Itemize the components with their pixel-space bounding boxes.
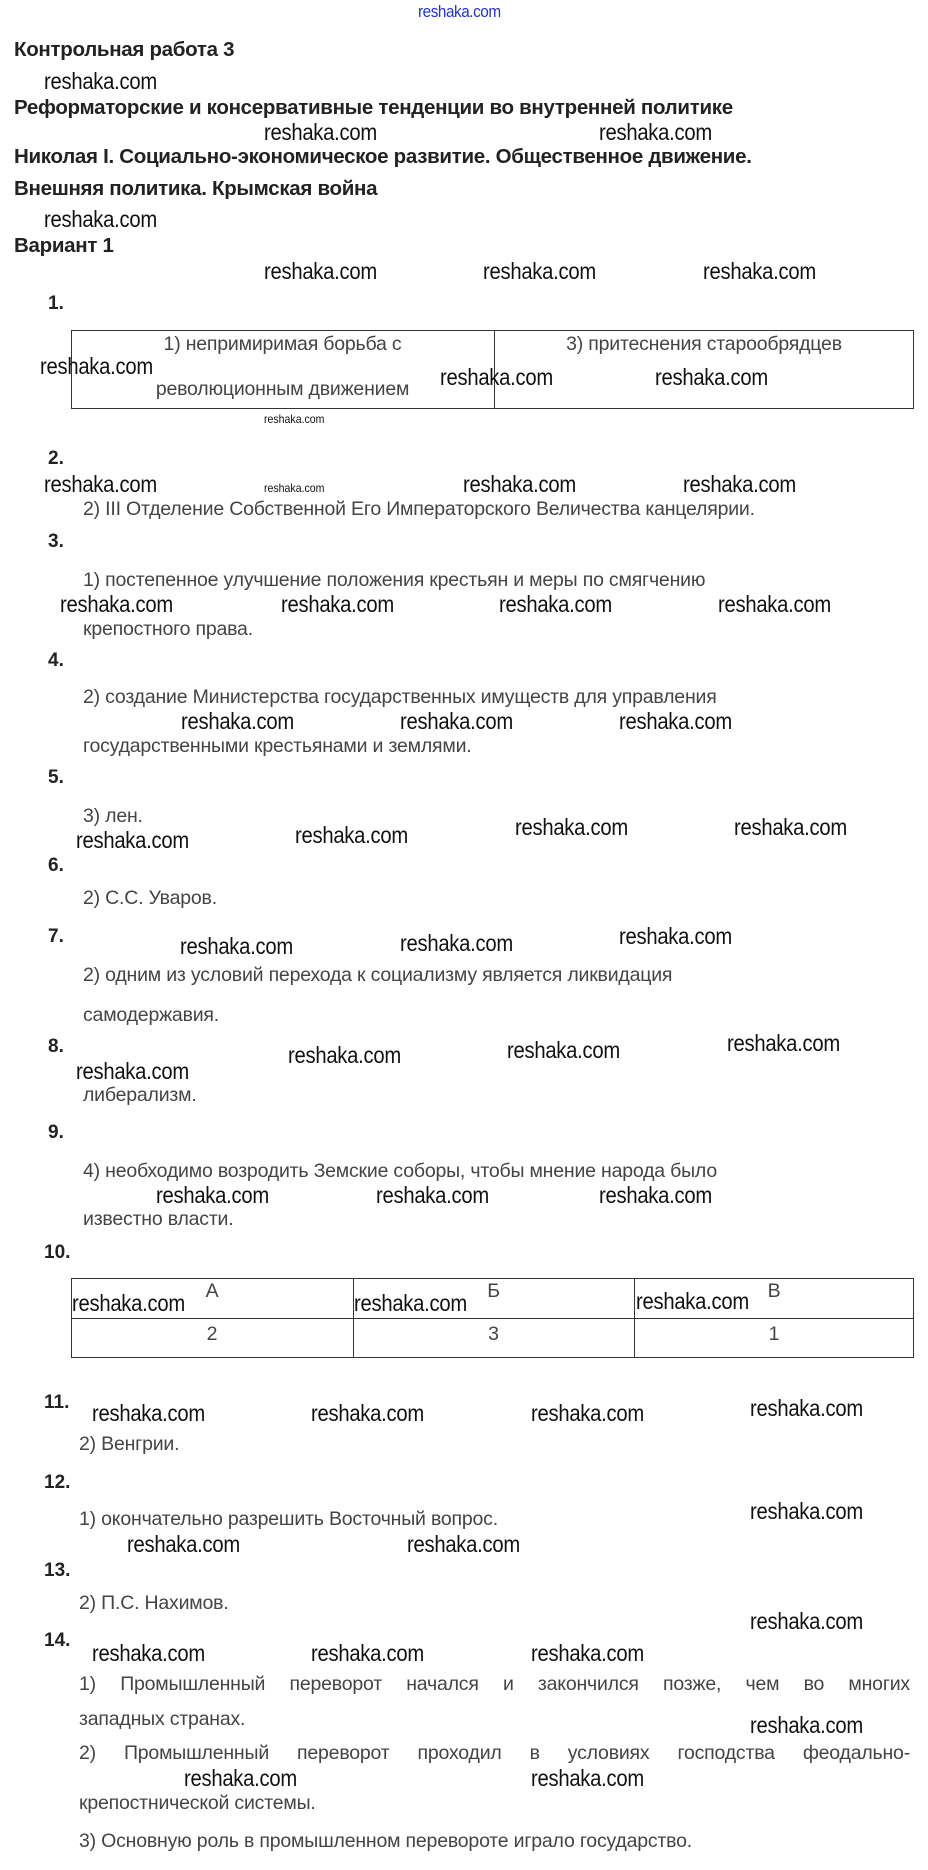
answer-text: самодержавия.	[83, 1004, 220, 1026]
table-header-a: А	[205, 1280, 219, 1302]
answer-text: 1) окончательно разрешить Восточный вопрос.	[79, 1508, 498, 1530]
watermark: reshaka.com	[515, 814, 628, 840]
watermark: reshaka.com	[499, 591, 612, 617]
watermark: reshaka.com	[44, 206, 157, 232]
watermark: reshaka.com	[184, 1765, 297, 1791]
answer-text: либерализм.	[83, 1084, 197, 1106]
watermark: reshaka.com	[655, 364, 768, 390]
watermark: reshaka.com	[599, 1182, 712, 1208]
item-number: 12.	[44, 1472, 71, 1493]
watermark: reshaka.com	[531, 1640, 644, 1666]
item-number: 9.	[48, 1122, 64, 1143]
answer-text: 2) Промышленный переворот проходил в условиях господства феодально-	[79, 1742, 910, 1764]
answer-text: 3) Основную роль в промышленном перевороте играло государство.	[79, 1830, 692, 1852]
watermark: reshaka.com	[264, 119, 377, 145]
table-cell-text: 3) притеснения старообрядцев	[566, 333, 842, 355]
table-cell-text: революционным движением	[155, 378, 410, 400]
watermark: reshaka.com	[76, 827, 189, 853]
watermark: reshaka.com	[311, 1640, 424, 1666]
watermark: reshaka.com	[60, 591, 173, 617]
answer-text: 2) П.С. Нахимов.	[79, 1592, 229, 1614]
watermark: reshaka.com	[288, 1042, 401, 1068]
watermark: reshaka.com	[683, 471, 796, 497]
item-number: 14.	[44, 1630, 71, 1651]
item-number: 4.	[48, 650, 64, 671]
table-cell-text: 1) непримиримая борьба с	[163, 333, 402, 355]
page-title: Контрольная работа 3	[14, 38, 235, 61]
answer-text: 3) лен.	[83, 805, 143, 827]
watermark: reshaka.com	[507, 1037, 620, 1063]
table-value: 2	[206, 1323, 218, 1345]
answer-text: 2) С.С. Уваров.	[83, 887, 217, 909]
table-header-v: В	[767, 1280, 781, 1302]
subtitle-line-3: Внешняя политика. Крымская война	[14, 177, 378, 200]
watermark: reshaka.com	[483, 258, 596, 284]
answer-text: 4) необходимо возродить Земские соборы, чтобы мнение народа было	[83, 1160, 717, 1182]
watermark: reshaka.com	[92, 1400, 205, 1426]
item-number: 5.	[48, 767, 64, 788]
watermark: reshaka.com	[156, 1182, 269, 1208]
watermark: reshaka.com	[127, 1531, 240, 1557]
table-value: 1	[768, 1323, 780, 1345]
watermark: reshaka.com	[440, 364, 553, 390]
watermark: reshaka.com	[718, 591, 831, 617]
item-number: 13.	[44, 1560, 71, 1581]
item-number: 6.	[48, 855, 64, 876]
watermark: reshaka.com	[703, 258, 816, 284]
watermark: reshaka.com	[376, 1182, 489, 1208]
subtitle-line-1: Реформаторские и консервативные тенденции во внутренней политике	[14, 96, 733, 119]
watermark: reshaka.com	[40, 353, 153, 379]
item-number: 2.	[48, 448, 64, 469]
watermark: reshaka.com	[76, 1058, 189, 1084]
watermark: reshaka.com	[619, 923, 732, 949]
watermark: reshaka.com	[264, 258, 377, 284]
answer-text: крепостного права.	[83, 618, 253, 640]
watermark: reshaka.com	[750, 1712, 863, 1738]
variant-heading: Вариант 1	[14, 234, 114, 257]
answer-text: 1) Промышленный переворот начался и закончился позже, чем во многих	[79, 1673, 910, 1695]
answer-text: 2) создание Министерства государственных имуществ для управления	[83, 686, 717, 708]
item-number: 1.	[48, 293, 64, 314]
watermark: reshaka.com	[619, 708, 732, 734]
watermark: reshaka.com	[180, 933, 293, 959]
watermark: reshaka.com	[750, 1395, 863, 1421]
watermark: reshaka.com	[407, 1531, 520, 1557]
answer-text: известно власти.	[83, 1208, 234, 1230]
table-value: 3	[488, 1323, 499, 1345]
item-number: 7.	[48, 926, 64, 947]
answer-text: государственными крестьянами и землями.	[83, 735, 472, 757]
watermark: reshaka.com	[599, 119, 712, 145]
watermark: reshaka.com	[354, 1290, 467, 1316]
answer-text: западных странах.	[79, 1708, 246, 1730]
watermark: reshaka.com	[295, 822, 408, 848]
answer-text: 2) одним из условий перехода к социализму является ликвидация	[83, 964, 673, 986]
watermark: reshaka.com	[750, 1498, 863, 1524]
answer-text: 1) постепенное улучшение положения крестьян и меры по смягчению	[83, 569, 706, 591]
watermark: reshaka.com	[181, 708, 294, 734]
watermark: reshaka.com	[400, 708, 513, 734]
watermark: reshaka.com	[531, 1400, 644, 1426]
watermark: reshaka.com	[44, 471, 157, 497]
watermark: reshaka.com	[44, 68, 157, 94]
header-site-link[interactable]: reshaka.com	[418, 2, 501, 21]
watermark: reshaka.com	[463, 471, 576, 497]
answer-text: 2) Венгрии.	[79, 1433, 180, 1455]
table-header-b: Б	[487, 1280, 500, 1302]
watermark: reshaka.com	[734, 814, 847, 840]
watermark: reshaka.com	[281, 591, 394, 617]
item-number: 11.	[44, 1392, 70, 1413]
watermark: reshaka.com	[727, 1030, 840, 1056]
item-number: 8.	[48, 1036, 64, 1057]
watermark: reshaka.com	[636, 1288, 749, 1314]
item-number: 3.	[48, 531, 64, 552]
watermark: reshaka.com	[92, 1640, 205, 1666]
item-number: 10.	[44, 1242, 71, 1263]
watermark: reshaka.com	[750, 1608, 863, 1634]
watermark: reshaka.com	[531, 1765, 644, 1791]
watermark: reshaka.com	[311, 1400, 424, 1426]
watermark: reshaka.com	[400, 930, 513, 956]
subtitle-line-2: Николая I. Социально-экономическое развитие. Общественное движение.	[14, 145, 752, 168]
watermark: reshaka.com	[264, 412, 325, 426]
watermark: reshaka.com	[72, 1290, 185, 1316]
answer-text: 2) III Отделение Собственной Его Императорского Величества канцелярии.	[83, 498, 755, 520]
watermark: reshaka.com	[264, 481, 325, 495]
answer-text: крепостнической системы.	[79, 1792, 316, 1814]
